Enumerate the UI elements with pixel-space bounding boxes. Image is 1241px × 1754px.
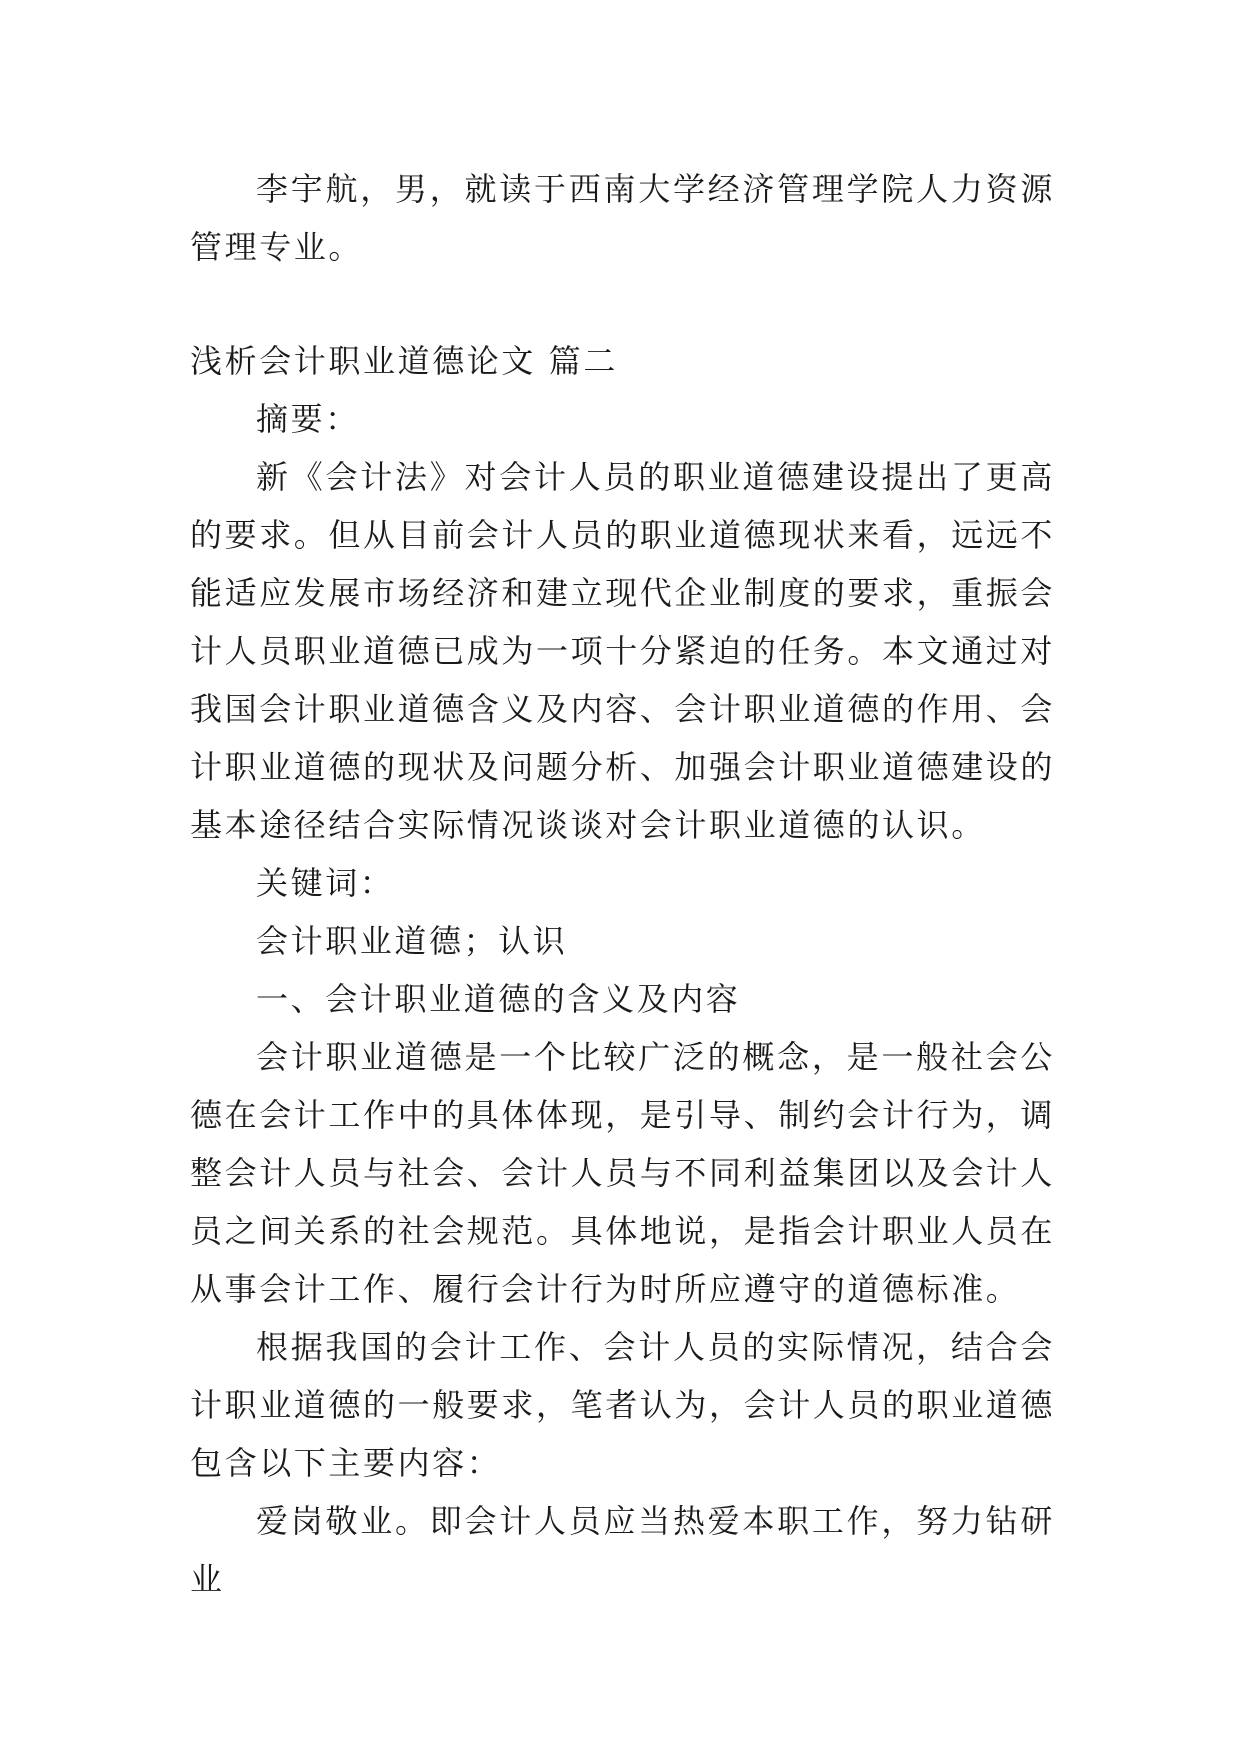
section-paragraph: 爱岗敬业。即会计人员应当热爱本职工作，努力钻研业 <box>190 1502 1055 1598</box>
abstract-label: 摘要： <box>256 400 360 438</box>
section-paragraph: 根据我国的会计工作、会计人员的实际情况，结合会计职业道德的一般要求，笔者认为，会计人员的职业道德包含以下主要内容： <box>190 1328 1056 1482</box>
section-paragraph: 会计职业道德是一个比较广泛的概念，是一般社会公德在会计工作中的具体体现，是引导、制约会计行为，调整会计人员与社会、会计人员与不同利益集团以及会计人员之间关系的社会规范。具体地说，是指会计职业人员在从事会计工作、履行会计行为时所应遵守的道德标准。 <box>190 1038 1056 1308</box>
author-bio: 李宇航，男，就读于西南大学经济管理学院人力资源管理专业。 <box>190 170 1055 266</box>
article-title: 浅析会计职业道德论文 篇二 <box>190 342 618 380</box>
abstract-body: 新《会计法》对会计人员的职业道德建设提出了更高的要求。但从目前会计人员的职业道德现状来看，远远不能适应发展市场经济和建立现代企业制度的要求，重振会计人员职业道德已成为一项十分紧迫的任务。本文通过对我国会计职业道德含义及内容、会计职业道德的作用、会计职业道德的现状及问题分析、加强会计职业道德建设的基本途径结合实际情况谈谈对会计职业道德的认识。 <box>190 458 1056 844</box>
section-heading: 一、会计职业道德的含义及内容 <box>256 980 741 1018</box>
document-body <box>190 160 1055 1608</box>
keywords-label: 关键词： <box>256 864 395 902</box>
keywords-body: 会计职业道德；认识 <box>256 922 568 960</box>
